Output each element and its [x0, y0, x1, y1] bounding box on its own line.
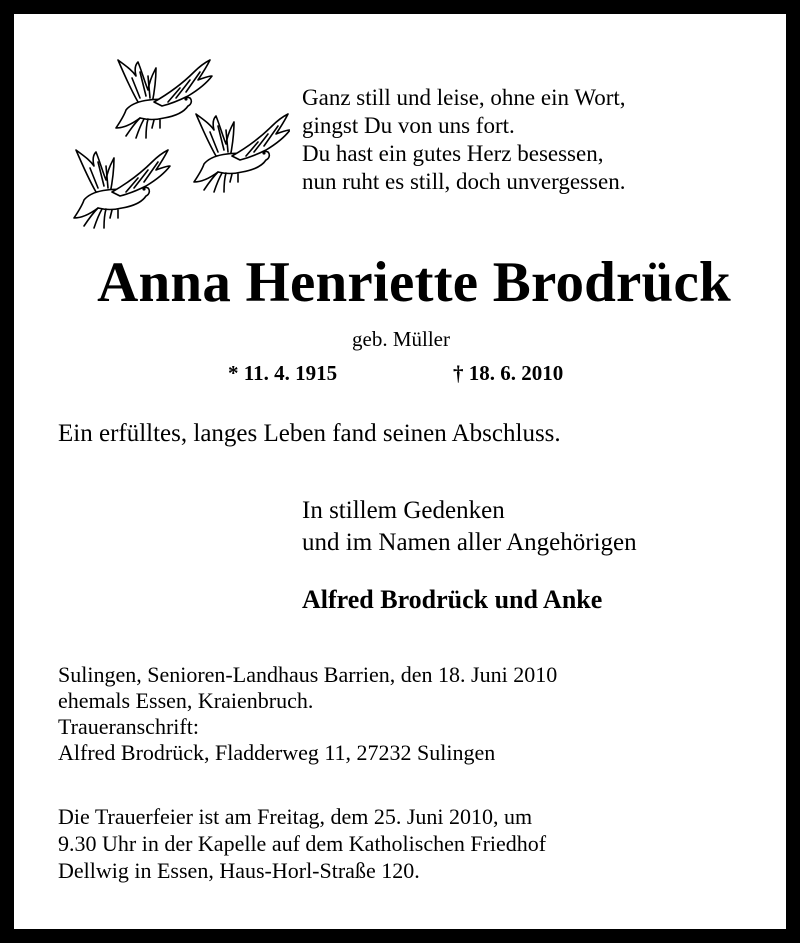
- three-doves-icon: [60, 54, 290, 244]
- poem: [302, 84, 626, 196]
- signers: Alfred Brodrück und Anke: [302, 585, 603, 614]
- place-line: ehemals Essen, Kraienbruch.: [58, 688, 314, 713]
- funeral-info: [58, 803, 546, 884]
- death-date: † 18. 6. 2010: [453, 361, 564, 385]
- poem-line: Du hast ein gutes Herz besessen,: [302, 141, 604, 166]
- memory-text: [302, 495, 637, 559]
- place-and-address: [58, 662, 557, 766]
- memory-line: und im Namen aller Angehörigen: [302, 529, 637, 556]
- poem-line: nun ruht es still, doch unvergessen.: [302, 169, 626, 194]
- deceased-name: Anna Henriette Brodrück: [97, 251, 731, 314]
- place-line: Traueranschrift:: [58, 714, 199, 739]
- memory-line: In stillem Gedenken: [302, 497, 505, 524]
- funeral-line: 9.30 Uhr in der Kapelle auf dem Katholischen Friedhof: [58, 831, 547, 856]
- maiden-name: geb. Müller: [352, 327, 450, 351]
- place-line: Alfred Brodrück, Fladderweg 11, 27232 Sulingen: [58, 740, 496, 765]
- birth-date: * 11. 4. 1915: [228, 361, 338, 385]
- poem-line: Ganz still und leise, ohne ein Wort,: [302, 85, 626, 110]
- place-line: Sulingen, Senioren-Landhaus Barrien, den 18. Juni 2010: [58, 662, 558, 687]
- poem-line: gingst Du von uns fort.: [302, 113, 515, 138]
- funeral-line: Die Trauerfeier ist am Freitag, dem 25. Juni 2010, um: [58, 804, 533, 829]
- funeral-line: Dellwig in Essen, Haus-Horl-Straße 120.: [58, 858, 420, 883]
- life-statement: Ein erfülltes, langes Leben fand seinen Abschluss.: [58, 420, 561, 447]
